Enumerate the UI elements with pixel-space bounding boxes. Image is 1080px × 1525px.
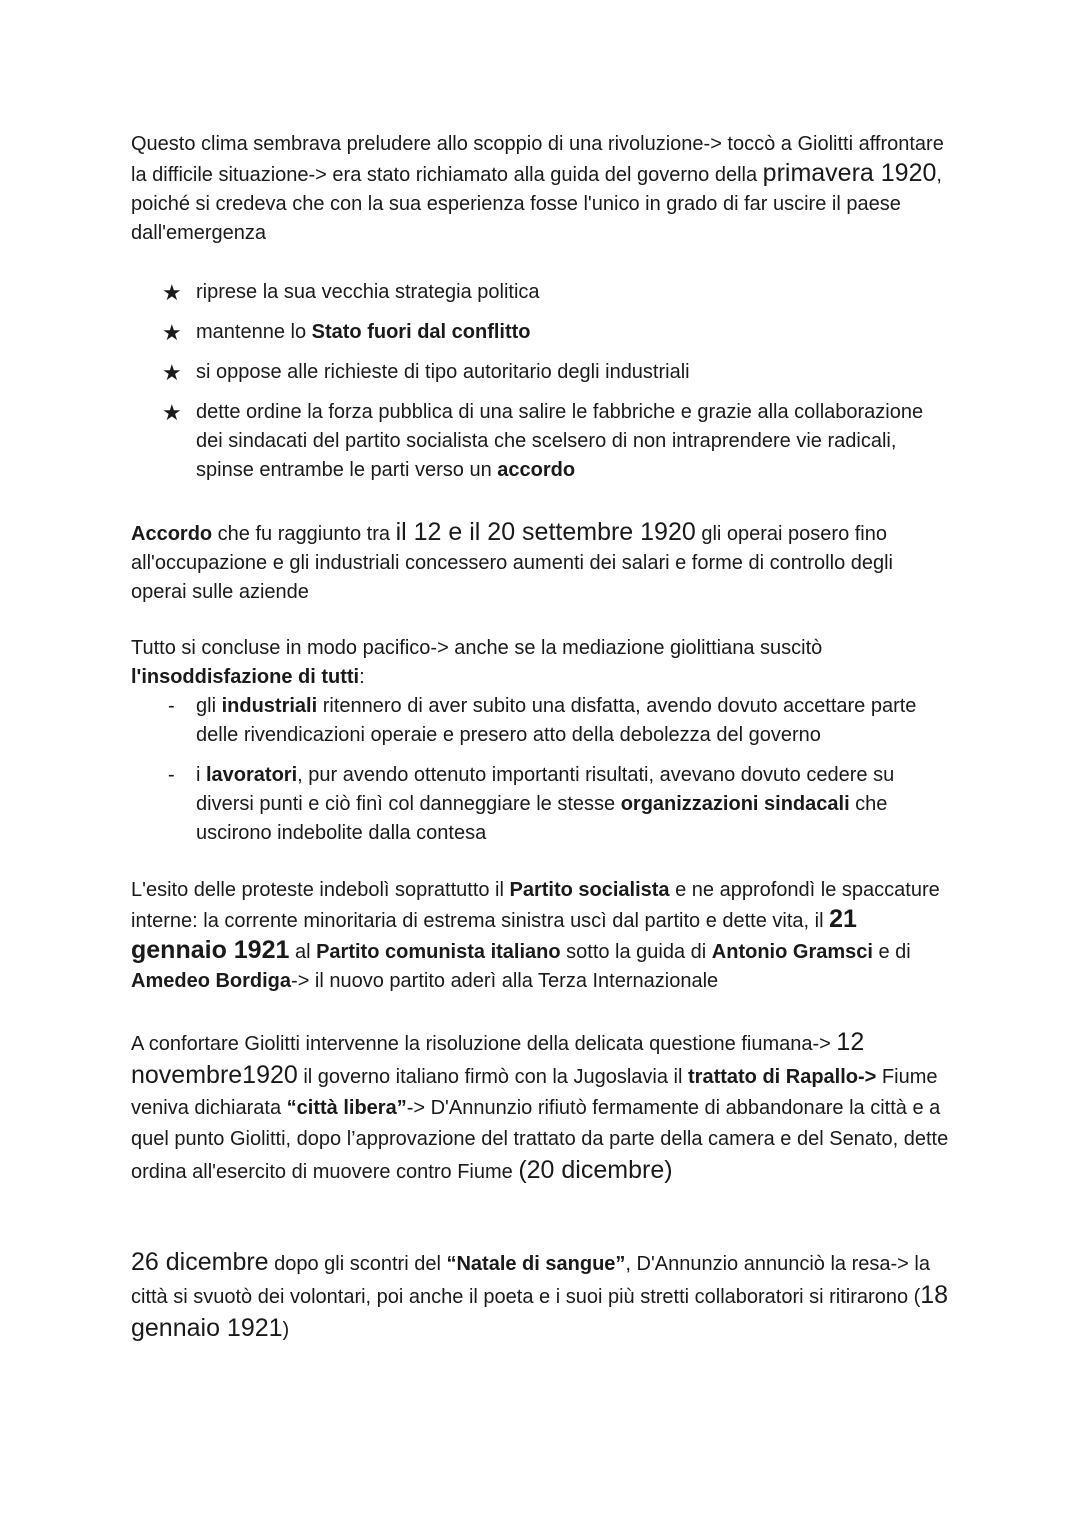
date-december-20: (20 dicembre) (518, 1156, 673, 1184)
bold-text: l'insoddisfazione di tutti (131, 666, 360, 688)
text: il governo italiano firmò con la Jugoslavia il (297, 1066, 688, 1088)
text: , poiché si credeva che con la sua esperienza fosse l'unico in grado di far uscire il paese dall'emergenza (131, 164, 942, 244)
paragraph-socialist-party (131, 876, 951, 996)
bold-text: industriali (221, 695, 318, 717)
bold-text: accordo (497, 459, 576, 481)
paragraph-conclusion (131, 634, 951, 692)
text: Tutto si concluse in modo pacifico-> anche se la mediazione giolittiana suscitò (131, 637, 823, 659)
star-icon: ★ (162, 280, 182, 305)
text: , pur avendo ottenuto importanti risultati, avevano dovuto cedere su diversi punti e ciò finì col danneggiare le stesse (196, 764, 895, 815)
bold-text: Amedeo Bordiga (131, 970, 292, 992)
bold-text: “città libera” (286, 1097, 407, 1119)
star-icon: ★ (162, 400, 182, 425)
text: gli (196, 695, 222, 717)
text: ) (282, 1319, 290, 1341)
text: che fu raggiunto tra (212, 523, 396, 545)
text: : (359, 666, 365, 688)
bold-text: Stato fuori dal conflitto (311, 321, 531, 343)
paragraph-fiume (131, 1027, 951, 1188)
paragraph-accordo (131, 518, 951, 607)
text: , D'Annunzio annunciò la resa-> la città si svuotò dei volontari, poi anche il poeta e i suoi più stretti collaboratori si ritirarono ( (131, 1253, 930, 1308)
date-spring-1920: primavera 1920 (762, 159, 937, 187)
bold-text: organizzazioni sindacali (620, 793, 850, 815)
bold-text: lavoratori (206, 764, 298, 786)
text: i (196, 764, 206, 786)
list-item (160, 398, 950, 485)
text: si oppose alle richieste di tipo autoritario degli industriali (196, 361, 690, 383)
text: mantenne lo (196, 321, 312, 343)
dash-marker: - (168, 764, 175, 786)
bold-text: trattato di Rapallo-> (688, 1066, 877, 1088)
text: e ne approfondì le spaccature interne: la corrente minoritaria di estrema sinistra uscì dal partito e dette vita, il (131, 879, 940, 932)
text: ritennero di aver subito una disfatta, avendo dovuto accettare parte delle rivendicazioni operaie e presero atto della debolezza del governo (196, 695, 917, 746)
list-item (160, 358, 950, 387)
date-november-1920: 12 novembre1920 (131, 1028, 865, 1089)
bold-text: “Natale di sangue” (446, 1253, 626, 1275)
paragraph-giolitti-return (131, 130, 951, 248)
bold-text: Partito comunista italiano (316, 941, 561, 963)
date-january-18-1921: 18 gennaio 1921 (131, 1281, 949, 1342)
bold-text: Partito socialista (509, 879, 670, 901)
bold-text: Accordo (131, 523, 213, 545)
text: riprese la sua vecchia strategia politica (196, 281, 540, 303)
paragraph-natale-di-sangue (131, 1247, 951, 1346)
date-january-1921: 21 gennaio 1921 (131, 905, 857, 964)
list-item (160, 761, 950, 848)
star-icon: ★ (162, 320, 182, 345)
dissatisfaction-list (160, 692, 950, 848)
dash-marker: - (168, 695, 175, 717)
list-item (160, 318, 950, 347)
text: dette ordine la forza pubblica di una salire le fabbriche e grazie alla collaborazione dei sindacati del partito socialista che scelsero di non intraprendere vie radicali, spinse entrambe le parti verso un (196, 401, 924, 481)
list-item (160, 692, 950, 750)
text: Questo clima sembrava preludere allo scoppio di una rivoluzione-> toccò a Giolitti affrontare la difficile situazione-> era stato richiamato alla guida del governo della (131, 133, 944, 186)
text: al (289, 941, 317, 963)
date-september-1920: il 12 e il 20 settembre 1920 (395, 518, 696, 546)
text: gli operai posero fino all'occupazione e gli industriali concessero aumenti dei salari e forme di controllo degli operai sulle aziende (131, 523, 894, 603)
text: -> D'Annunzio rifiutò fermamente di abbandonare la città e a quel punto Giolitti, dopo l’approvazione del trattato da parte della camera e del Senato, dette ordina all'esercito di muovere contro Fiume (131, 1097, 949, 1183)
star-icon: ★ (162, 360, 182, 385)
text: A confortare Giolitti intervenne la risoluzione della delicata questione fiumana-> (131, 1033, 837, 1055)
list-item (160, 278, 950, 307)
strategy-list (160, 278, 950, 485)
text: dopo gli scontri del (268, 1253, 447, 1275)
text: -> il nuovo partito aderì alla Terza Internazionale (291, 970, 719, 992)
text: e di (872, 941, 911, 963)
text: che uscirono indebolite dalla contesa (196, 793, 888, 844)
bold-text: Antonio Gramsci (711, 941, 873, 963)
text: sotto la guida di (560, 941, 712, 963)
text: Fiume veniva dichiarata (131, 1066, 938, 1119)
date-december-26: 26 dicembre (131, 1248, 269, 1276)
text: L'esito delle proteste indebolì soprattutto il (131, 879, 510, 901)
